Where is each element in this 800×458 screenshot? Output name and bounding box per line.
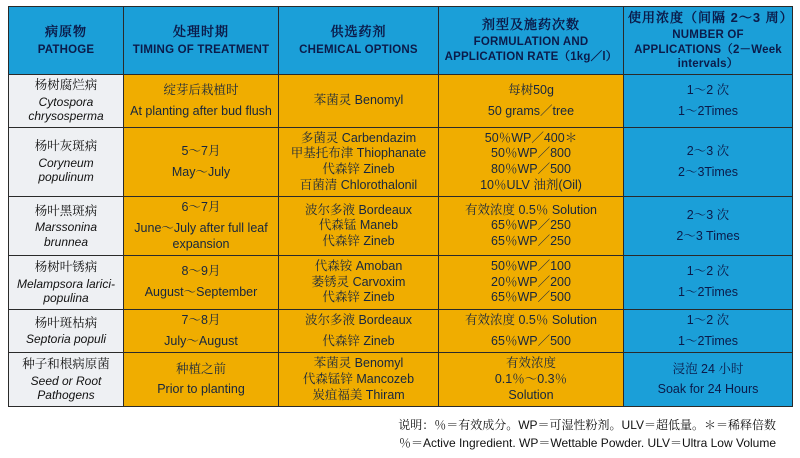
table-row bbox=[9, 75, 793, 127]
cell-pathogen: 杨树腐烂病 Cytospora chrysosperma bbox=[9, 75, 124, 127]
cell-rates: 每树50g 50 grams／tree bbox=[439, 75, 624, 127]
cell-chemicals: 苯菌灵 Benomyl bbox=[279, 75, 439, 127]
cell-rates: 有效浓度 0.5％ Solution 65％WP／250 65％WP／250 bbox=[439, 197, 624, 256]
cell-timing: 7～8月 July～August bbox=[124, 310, 279, 353]
column-header-formulation: 剂型及施药次数 FORMULATION AND APPLICATION RATE（1kg／l） bbox=[439, 7, 624, 75]
cell-rates: 50％WP／400＊ 50％WP／800 80％WP／500 10％ULV 油剂(Oil) bbox=[439, 127, 624, 197]
table-row bbox=[9, 197, 793, 256]
cell-pathogen: 杨叶灰斑病 Coryneum populinum bbox=[9, 127, 124, 197]
cell-chemicals: 波尔多液 Bordeaux 代森锰 Maneb 代森锌 Zineb bbox=[279, 197, 439, 256]
table-body bbox=[9, 75, 793, 407]
column-header-chemicals: 供选药剂 CHEMICAL OPTIONS bbox=[279, 7, 439, 75]
table-row bbox=[9, 256, 793, 310]
cell-timing: 种植之前 Prior to planting bbox=[124, 353, 279, 407]
cell-applications: 2～3 次 2～3 Times bbox=[624, 197, 793, 256]
column-header-pathogen: 病原物 PATHOGE bbox=[9, 7, 124, 75]
cell-pathogen: 杨叶斑枯病 Septoria populi bbox=[9, 310, 124, 353]
table-row bbox=[9, 310, 793, 353]
cell-rates: 有效浓度 0.1％～0.3％ Solution bbox=[439, 353, 624, 407]
header-row bbox=[9, 7, 793, 75]
cell-timing: 绽芽后栽植时 At planting after bud flush bbox=[124, 75, 279, 127]
cell-chemicals: 代森铵 Amoban 萎锈灵 Carvoxim 代森锌 Zineb bbox=[279, 256, 439, 310]
table-header bbox=[9, 7, 793, 75]
cell-applications: 1～2 次 1～2Times bbox=[624, 256, 793, 310]
table-row bbox=[9, 127, 793, 197]
cell-timing: 6～7月 June～July after full leaf expansion bbox=[124, 197, 279, 256]
column-header-applications: 使用浓度（间隔 2～3 周） NUMBER OF APPLICATIONS（2－Week intervals） bbox=[624, 7, 793, 75]
cell-pathogen: 杨树叶锈病 Melampsora larici-populina bbox=[9, 256, 124, 310]
cell-chemicals: 波尔多液 Bordeaux 代森锌 Zineb bbox=[279, 310, 439, 353]
cell-pathogen: 种子和根病原菌 Seed or Root Pathogens bbox=[9, 353, 124, 407]
cell-applications: 浸泡 24 小时 Soak for 24 Hours bbox=[624, 353, 793, 407]
cell-timing: 5～7月 May～July bbox=[124, 127, 279, 197]
cell-rates: 有效浓度 0.5％ Solution 65％WP／500 bbox=[439, 310, 624, 353]
cell-chemicals: 苯菌灵 Benomyl 代森锰锌 Mancozeb 炭疽福美 Thiram bbox=[279, 353, 439, 407]
cell-pathogen: 杨叶黑斑病 Marssonina brunnea bbox=[9, 197, 124, 256]
cell-applications: 1～2 次 1～2Times bbox=[624, 75, 793, 127]
cell-rates: 50％WP／100 20％WP／200 65％WP／500 bbox=[439, 256, 624, 310]
table-row bbox=[9, 353, 793, 407]
footnote-line-cn: 说明：％＝有效成分。WP＝可湿性粉剂。ULV＝超低量。＊＝稀释倍数 bbox=[398, 418, 776, 433]
cell-timing: 8～9月 August～September bbox=[124, 256, 279, 310]
cell-chemicals: 多菌灵 Carbendazim 甲基托布津 Thiophanate 代森锌 Zineb 百菌清 Chlorothalonil bbox=[279, 127, 439, 197]
table-footnote bbox=[8, 416, 792, 452]
cell-applications: 2～3 次 2～3Times bbox=[624, 127, 793, 197]
treatment-table bbox=[8, 6, 793, 407]
cell-applications: 1～2 次 1～2Times bbox=[624, 310, 793, 353]
footnote-line-en: ％＝Active Ingredient. WP＝Wettable Powder. ULV＝Ultra Low Volume bbox=[398, 436, 776, 451]
column-header-timing: 处理时期 TIMING OF TREATMENT bbox=[124, 7, 279, 75]
